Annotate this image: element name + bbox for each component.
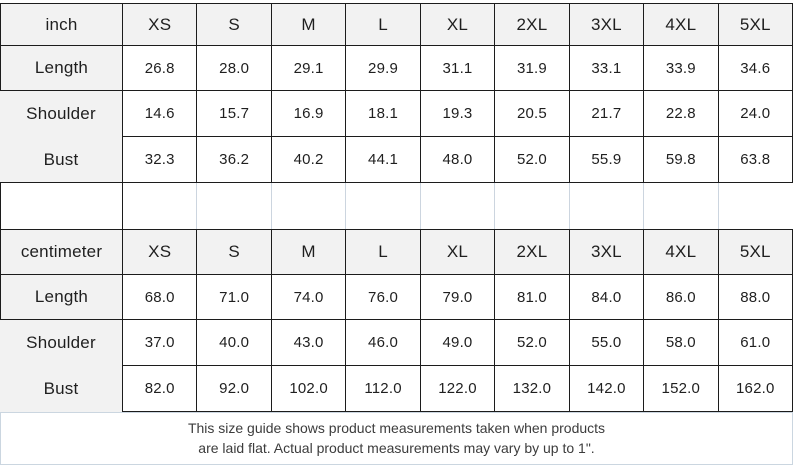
measurement-cell: 82.0 <box>123 366 197 412</box>
unit-header: inch <box>0 4 123 46</box>
table-row <box>0 275 793 320</box>
spacer-row <box>0 183 793 229</box>
measurement-cell: 55.0 <box>570 320 644 366</box>
measurement-cell: 26.8 <box>123 46 197 91</box>
table-row <box>0 91 793 137</box>
measurement-cell: 79.0 <box>421 275 495 320</box>
measurement-cell: 34.6 <box>719 46 793 91</box>
measurement-cell: 76.0 <box>346 275 420 320</box>
measurement-cell: 84.0 <box>570 275 644 320</box>
table-header-row <box>0 4 793 46</box>
size-note-line-2: are laid flat. Actual product measurements may vary by up to 1". <box>198 440 595 456</box>
row-label: Shoulder <box>0 320 123 366</box>
measurement-cell: 36.2 <box>197 137 271 183</box>
measurement-cell: 52.0 <box>495 320 569 366</box>
measurement-cell: 48.0 <box>421 137 495 183</box>
measurement-cell: 14.6 <box>123 91 197 137</box>
measurement-cell: 61.0 <box>719 320 793 366</box>
measurement-cell: 18.1 <box>346 91 420 137</box>
size-col-header: M <box>272 4 346 46</box>
spacer-cell <box>123 183 197 229</box>
size-col-header: 3XL <box>570 230 644 275</box>
row-label: Bust <box>0 366 123 412</box>
measurement-cell: 22.8 <box>644 91 718 137</box>
spacer-cell <box>570 183 644 229</box>
measurement-cell: 33.1 <box>570 46 644 91</box>
measurement-cell: 31.9 <box>495 46 569 91</box>
row-label: Bust <box>0 137 123 183</box>
measurement-cell: 15.7 <box>197 91 271 137</box>
measurement-cell: 49.0 <box>421 320 495 366</box>
spacer-cell <box>346 183 420 229</box>
size-col-header: 5XL <box>719 230 793 275</box>
measurement-cell: 142.0 <box>570 366 644 412</box>
table-header-row <box>0 230 793 275</box>
measurement-cell: 92.0 <box>197 366 271 412</box>
table-row <box>0 366 793 412</box>
measurement-cell: 68.0 <box>123 275 197 320</box>
measurement-cell: 44.1 <box>346 137 420 183</box>
size-col-header: L <box>346 4 420 46</box>
measurement-cell: 43.0 <box>272 320 346 366</box>
measurement-cell: 88.0 <box>719 275 793 320</box>
measurement-cell: 112.0 <box>346 366 420 412</box>
size-col-header: 4XL <box>644 4 718 46</box>
spacer-cell <box>495 183 569 229</box>
measurement-cell: 58.0 <box>644 320 718 366</box>
measurement-cell: 29.9 <box>346 46 420 91</box>
size-col-header: 2XL <box>495 230 569 275</box>
measurement-cell: 31.1 <box>421 46 495 91</box>
measurement-cell: 20.5 <box>495 91 569 137</box>
measurement-cell: 132.0 <box>495 366 569 412</box>
size-col-header: 2XL <box>495 4 569 46</box>
row-label: Length <box>0 275 123 320</box>
measurement-cell: 122.0 <box>421 366 495 412</box>
measurement-cell: 59.8 <box>644 137 718 183</box>
measurement-cell: 162.0 <box>719 366 793 412</box>
measurement-cell: 24.0 <box>719 91 793 137</box>
table-row <box>0 46 793 91</box>
unit-header: centimeter <box>0 230 123 275</box>
measurement-cell: 71.0 <box>197 275 271 320</box>
measurement-cell: 16.9 <box>272 91 346 137</box>
row-label: Shoulder <box>0 91 123 137</box>
size-col-header: S <box>197 230 271 275</box>
measurement-cell: 19.3 <box>421 91 495 137</box>
size-col-header: S <box>197 4 271 46</box>
measurement-cell: 55.9 <box>570 137 644 183</box>
spacer-cell <box>421 183 495 229</box>
size-col-header: XL <box>421 230 495 275</box>
size-note <box>0 412 793 465</box>
centimeter-size-table <box>0 229 793 412</box>
row-label: Length <box>0 46 123 91</box>
measurement-cell: 63.8 <box>719 137 793 183</box>
size-note-line-1: This size guide shows product measurements taken when products <box>187 420 606 436</box>
measurement-cell: 40.0 <box>197 320 271 366</box>
measurement-cell: 37.0 <box>123 320 197 366</box>
measurement-cell: 46.0 <box>346 320 420 366</box>
measurement-cell: 52.0 <box>495 137 569 183</box>
table-row <box>0 320 793 366</box>
measurement-cell: 29.1 <box>272 46 346 91</box>
size-col-header: 4XL <box>644 230 718 275</box>
measurement-cell: 28.0 <box>197 46 271 91</box>
measurement-cell: 40.2 <box>272 137 346 183</box>
size-col-header: L <box>346 230 420 275</box>
spacer-cell <box>719 183 793 229</box>
spacer-cell <box>197 183 271 229</box>
size-col-header: XS <box>123 230 197 275</box>
size-col-header: XL <box>421 4 495 46</box>
measurement-cell: 21.7 <box>570 91 644 137</box>
measurement-cell: 33.9 <box>644 46 718 91</box>
measurement-cell: 32.3 <box>123 137 197 183</box>
size-col-header: M <box>272 230 346 275</box>
measurement-cell: 102.0 <box>272 366 346 412</box>
spacer-cell <box>644 183 718 229</box>
size-col-header: 5XL <box>719 4 793 46</box>
measurement-cell: 74.0 <box>272 275 346 320</box>
measurement-cell: 81.0 <box>495 275 569 320</box>
spacer-cell <box>0 183 123 229</box>
measurement-cell: 86.0 <box>644 275 718 320</box>
measurement-cell: 152.0 <box>644 366 718 412</box>
spacer-cell <box>272 183 346 229</box>
table-row <box>0 137 793 183</box>
inch-size-table <box>0 3 793 183</box>
size-col-header: 3XL <box>570 4 644 46</box>
size-col-header: XS <box>123 4 197 46</box>
